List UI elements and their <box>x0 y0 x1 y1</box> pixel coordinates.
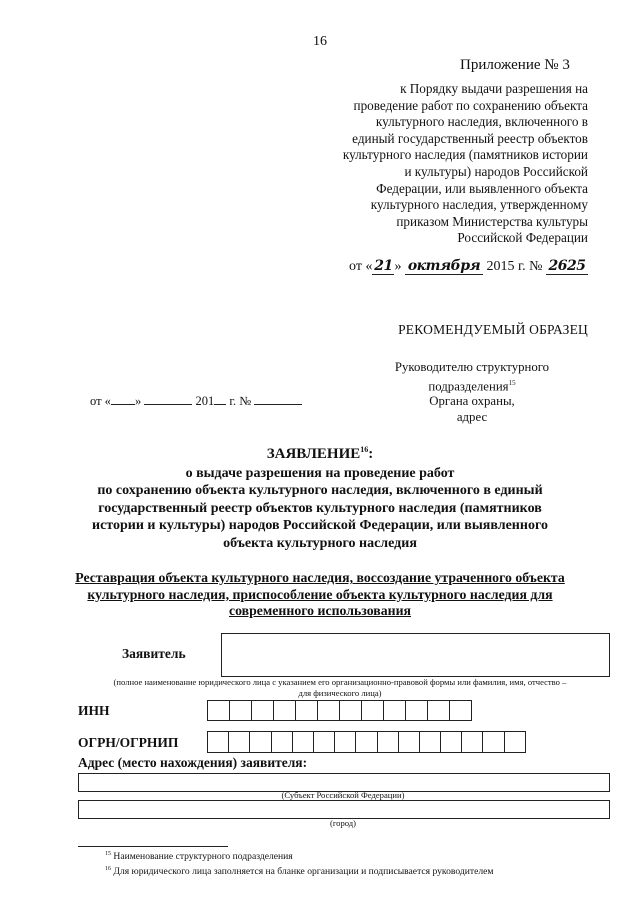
application-title-text: ЗАЯВЛЕНИЕ <box>266 446 361 462</box>
ogrn-digit-cell[interactable] <box>314 732 335 752</box>
inn-digit-cell[interactable] <box>208 701 230 720</box>
date-year-field[interactable] <box>214 392 226 405</box>
recommended-sample-label: РЕКОМЕНДУЕМЫЙ ОБРАЗЕЦ <box>398 322 588 337</box>
appendix-title: Приложение № 3 <box>460 57 570 73</box>
inn-digit-cell[interactable] <box>274 701 296 720</box>
order-number: 2625 <box>546 258 588 275</box>
page-number: 16 <box>313 34 327 49</box>
ogrn-digit-cell[interactable] <box>356 732 377 752</box>
footnote-15 <box>105 851 293 862</box>
works-line: современного использования <box>228 603 412 618</box>
inn-digit-cell[interactable] <box>230 701 252 720</box>
footnote-text: Для юридического лица заполняется на бланке организации и подписывается руководителем <box>113 866 494 878</box>
ogrn-digit-cell[interactable] <box>250 732 271 752</box>
ogrn-digit-cell[interactable] <box>335 732 356 752</box>
date-year-prefix: 201 <box>195 394 215 408</box>
region-caption: (Субъект Российской Федерации) <box>281 790 405 800</box>
application-subtitle <box>40 465 600 552</box>
inn-digit-cell[interactable] <box>384 701 406 720</box>
applicant-caption: для физического лица) <box>298 688 382 698</box>
footnote-number: 15 <box>105 851 111 857</box>
appendix-line: приказом Министерства культуры <box>396 213 588 229</box>
date-prefix: от « <box>90 394 111 408</box>
inn-digit-cell[interactable] <box>428 701 450 720</box>
order-day: 21 <box>374 258 393 274</box>
ogrn-digit-cell[interactable] <box>399 732 420 752</box>
inn-digit-cell[interactable] <box>318 701 340 720</box>
footnote-16 <box>105 866 493 877</box>
subtitle-line: государственный реестр объектов культурного наследия (памятников <box>98 500 542 516</box>
inn-digit-cell[interactable] <box>340 701 362 720</box>
appendix-line: и культуры) народов Российской <box>404 163 588 179</box>
works-line: Реставрация объекта культурного наследия, воссоздание утраченного объекта <box>75 570 565 585</box>
date-month-field[interactable] <box>144 392 192 405</box>
works-type <box>40 570 600 620</box>
appendix-line: Федерации, или выявленного объекта <box>376 180 588 196</box>
inn-digit-cell[interactable] <box>406 701 428 720</box>
addressee-block <box>352 360 592 425</box>
applicant-label: Заявитель <box>122 646 186 661</box>
ogrn-digit-cell[interactable] <box>272 732 293 752</box>
order-day-close: » <box>394 259 402 274</box>
order-prefix: от « <box>349 259 373 274</box>
footnote-text: Наименование структурного подразделения <box>113 851 293 863</box>
date-day-close: » <box>134 394 142 408</box>
date-number-label: г. № <box>229 394 252 408</box>
ogrn-digit-cell[interactable] <box>378 732 399 752</box>
order-month: октября <box>405 258 483 275</box>
addressee-line: адрес <box>456 409 488 424</box>
ogrn-digit-cell[interactable] <box>441 732 462 752</box>
ogrn-digit-cell[interactable] <box>483 732 504 752</box>
inn-label: ИНН <box>78 703 110 718</box>
footnote-marker: 16 <box>360 445 369 454</box>
date-day-field[interactable] <box>111 392 135 405</box>
ogrn-field[interactable] <box>207 731 526 753</box>
order-reference <box>349 258 588 275</box>
footnote-divider <box>78 846 228 847</box>
appendix-line: культурного наследия, утвержденному <box>370 197 588 213</box>
appendix-line: единый государственный реестр объектов <box>352 130 588 146</box>
address-label: Адрес (место нахождения) заявителя: <box>78 755 308 770</box>
inn-digit-cell[interactable] <box>252 701 274 720</box>
applicant-caption: (полное наименование юридического лица с указанием его организационно-правовой формы или фамилия, имя, отчество – <box>113 677 567 687</box>
appendix-line: культурного наследия, включенного в <box>375 114 588 130</box>
subtitle-line: о выдаче разрешения на проведение работ <box>185 466 455 481</box>
ogrn-digit-cell[interactable] <box>229 732 250 752</box>
city-field[interactable] <box>78 800 610 819</box>
subtitle-line: объекта культурного наследия <box>223 535 417 551</box>
inn-digit-cell[interactable] <box>296 701 318 720</box>
ogrn-digit-cell[interactable] <box>293 732 314 752</box>
ogrn-label: ОГРН/ОГРНИП <box>78 735 179 750</box>
subtitle-line: истории и культуры) народов Российской Федерации, или выявленного <box>92 518 548 534</box>
appendix-line: к Порядку выдачи разрешения на <box>400 81 588 96</box>
appendix-line: Российской Федерации <box>457 230 588 246</box>
inn-digit-cell[interactable] <box>450 701 472 720</box>
footnote-marker: 15 <box>508 378 516 387</box>
ogrn-digit-cell[interactable] <box>505 732 526 752</box>
title-colon: : <box>368 446 374 462</box>
ogrn-digit-cell[interactable] <box>420 732 441 752</box>
inn-digit-cell[interactable] <box>362 701 384 720</box>
city-caption: (город) <box>329 818 357 828</box>
inn-field[interactable] <box>207 700 472 721</box>
addressee-line: Органа охраны, <box>429 394 515 409</box>
works-line: культурного наследия, приспособление объекта культурного наследия для <box>87 586 553 602</box>
ogrn-digit-cell[interactable] <box>208 732 229 752</box>
date-number-field[interactable] <box>254 392 302 405</box>
order-year: 2015 г. № <box>486 259 543 274</box>
subtitle-line: по сохранению объекта культурного наследия, включенного в единый <box>97 483 543 499</box>
appendix-line: культурного наследия (памятников истории <box>342 147 588 163</box>
addressee-line: подразделения <box>428 378 509 393</box>
application-date-line <box>90 392 302 409</box>
application-title <box>0 445 640 463</box>
ogrn-digit-cell[interactable] <box>462 732 483 752</box>
addressee-line: Руководителю структурного <box>394 360 550 374</box>
appendix-line: проведение работ по сохранению объекта <box>353 97 588 113</box>
applicant-field[interactable] <box>221 633 610 677</box>
appendix-description <box>343 81 588 247</box>
footnote-number: 16 <box>105 866 111 872</box>
